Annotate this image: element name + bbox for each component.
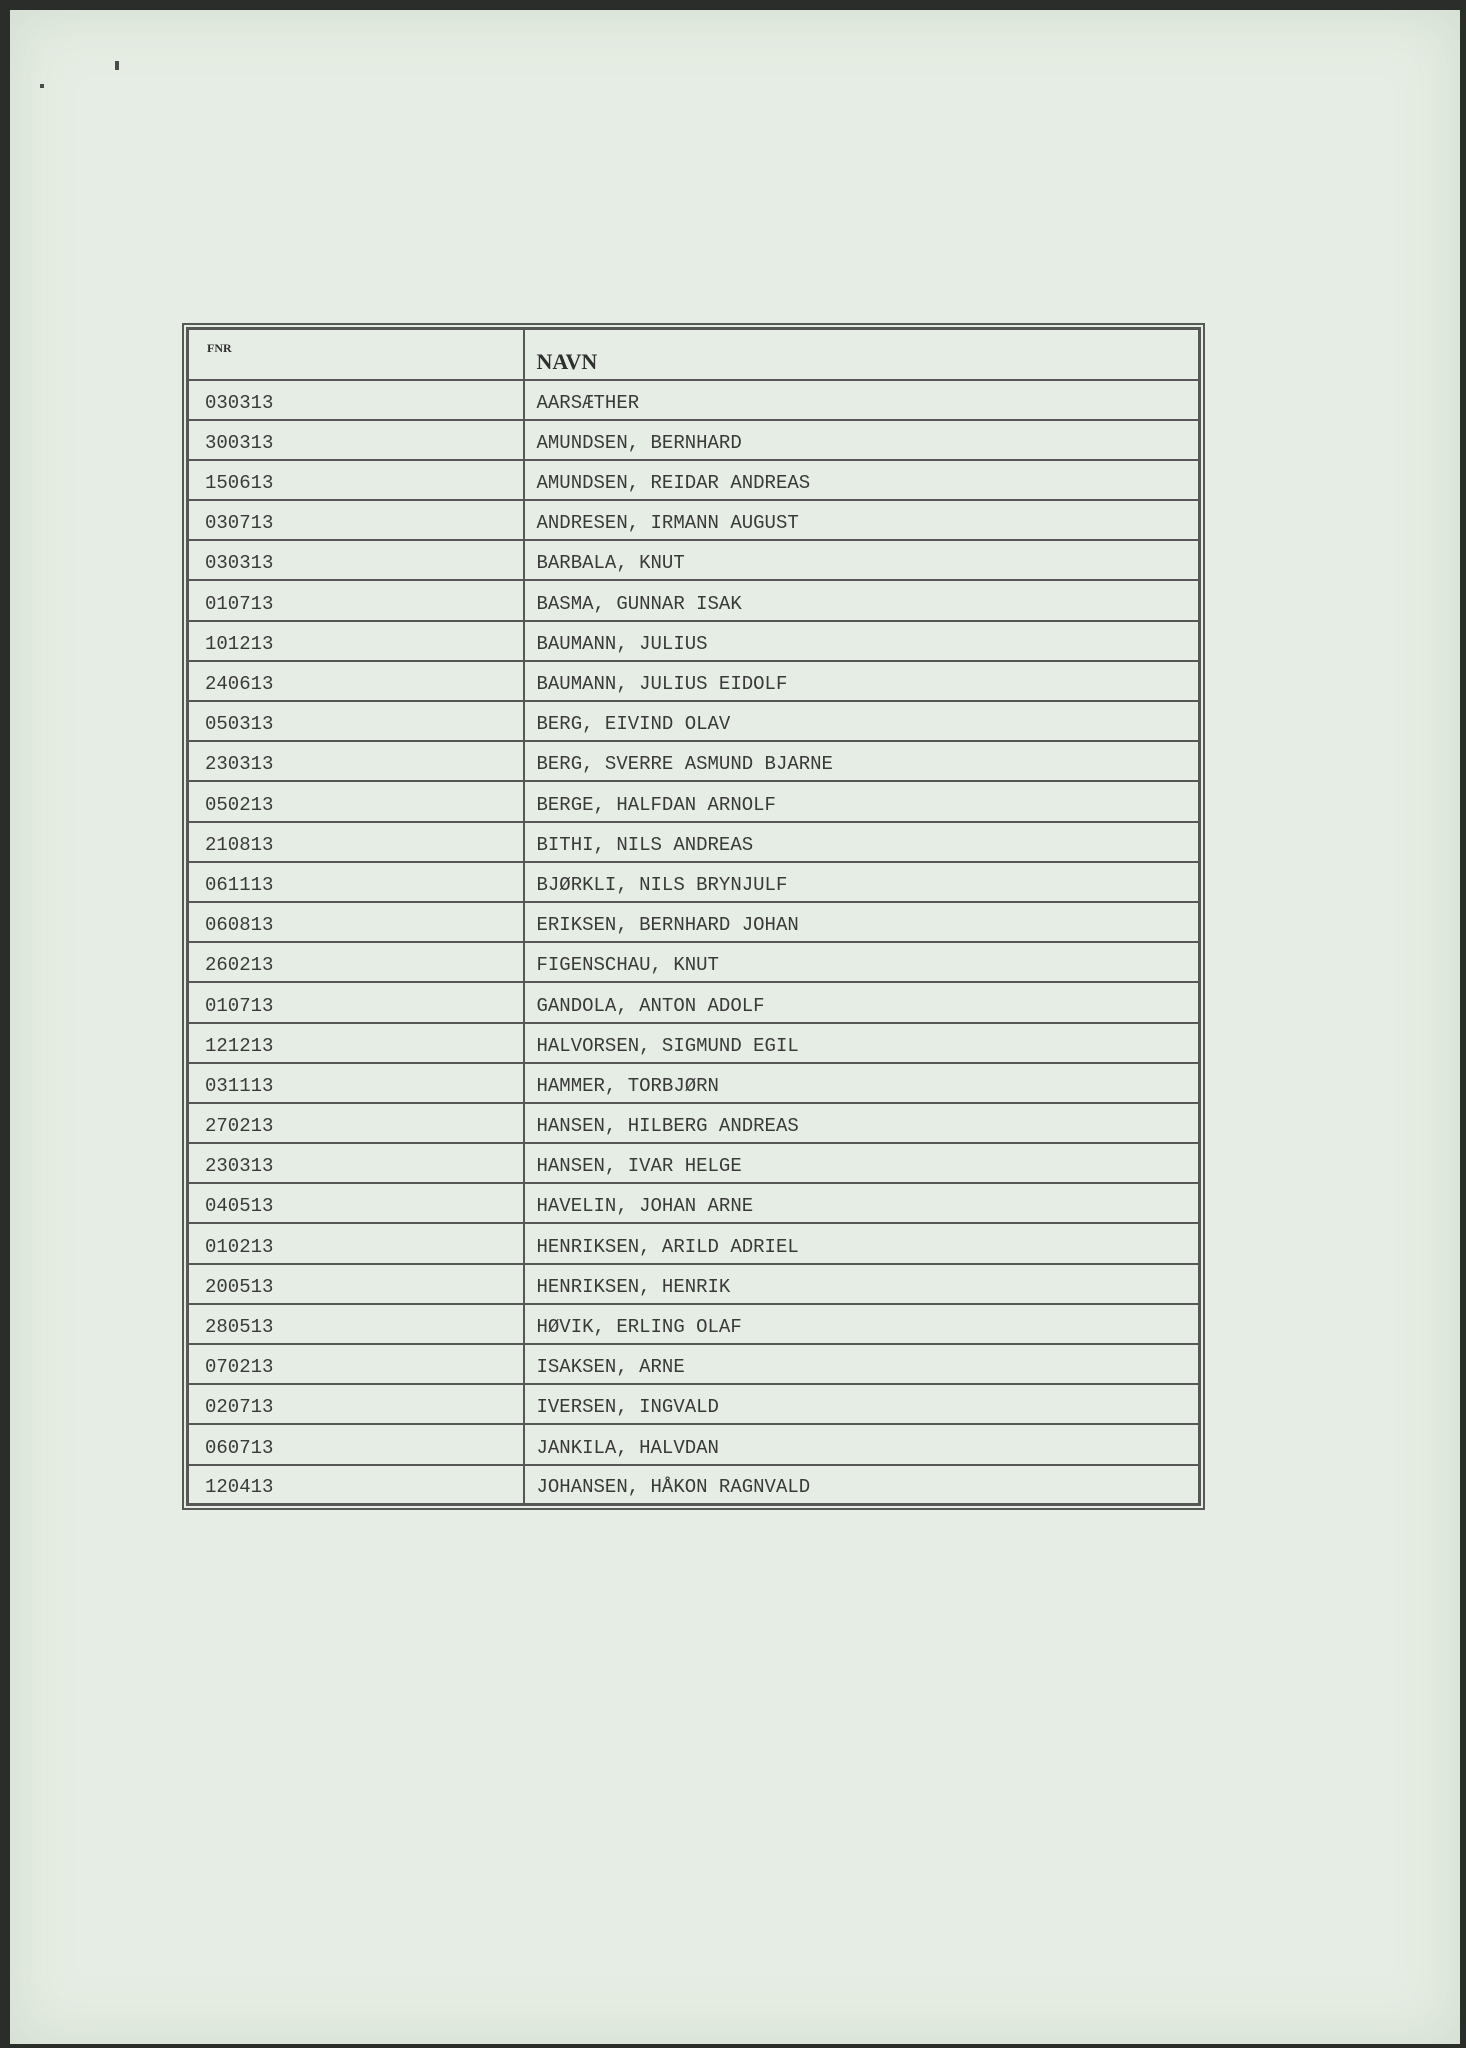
table-row [188,540,1200,580]
navn-cell: GANDOLA, ANTON ADOLF [524,982,1200,1022]
table-row [188,500,1200,540]
fnr-cell: 060813 [188,902,524,942]
navn-cell: HAMMER, TORBJØRN [524,1063,1200,1103]
navn-cell: HALVORSEN, SIGMUND EGIL [524,1023,1200,1063]
fnr-cell: 031113 [188,1063,524,1103]
table-row [188,1103,1200,1143]
fnr-cell: 020713 [188,1384,524,1424]
navn-cell: ISAKSEN, ARNE [524,1344,1200,1384]
fnr-cell: 010713 [188,982,524,1022]
navn-cell: HØVIK, ERLING OLAF [524,1304,1200,1344]
table-row [188,580,1200,620]
fnr-cell: 101213 [188,621,524,661]
navn-cell: BARBALA, KNUT [524,540,1200,580]
header-row [188,329,1200,380]
navn-cell: FIGENSCHAU, KNUT [524,942,1200,982]
fnr-cell: 121213 [188,1023,524,1063]
table-row [188,982,1200,1022]
navn-cell: BERG, SVERRE ASMUND BJARNE [524,741,1200,781]
table-row [188,1143,1200,1183]
navn-cell: HENRIKSEN, HENRIK [524,1264,1200,1304]
fnr-cell: 230313 [188,1143,524,1183]
fnr-cell: 010213 [188,1223,524,1263]
table-row [188,1465,1200,1505]
fnr-cell: 030313 [188,380,524,420]
fnr-cell: 061113 [188,862,524,902]
fnr-cell: 070213 [188,1344,524,1384]
fnr-cell: 060713 [188,1424,524,1464]
fnr-cell: 150613 [188,460,524,500]
fnr-column-header: FNR [188,329,524,380]
navn-cell: AMUNDSEN, BERNHARD [524,420,1200,460]
navn-cell: BERG, EIVIND OLAV [524,701,1200,741]
fnr-cell: 300313 [188,420,524,460]
fnr-cell: 240613 [188,661,524,701]
fnr-cell: 050313 [188,701,524,741]
table-row [188,661,1200,701]
navn-cell: ERIKSEN, BERNHARD JOHAN [524,902,1200,942]
navn-cell: BITHI, NILS ANDREAS [524,822,1200,862]
table-row [188,1264,1200,1304]
navn-cell: HANSEN, HILBERG ANDREAS [524,1103,1200,1143]
fnr-cell: 210813 [188,822,524,862]
table-row [188,1183,1200,1223]
navn-column-header: NAVN [524,329,1200,380]
name-register-table [186,327,1201,1506]
navn-cell: HAVELIN, JOHAN ARNE [524,1183,1200,1223]
fnr-cell: 010713 [188,580,524,620]
table-row [188,1344,1200,1384]
table-row [188,1304,1200,1344]
table-row [188,1424,1200,1464]
fnr-cell: 230313 [188,741,524,781]
navn-cell: ANDRESEN, IRMANN AUGUST [524,500,1200,540]
navn-cell: HANSEN, IVAR HELGE [524,1143,1200,1183]
table-body [188,380,1200,1505]
navn-cell: HENRIKSEN, ARILD ADRIEL [524,1223,1200,1263]
fnr-cell: 050213 [188,781,524,821]
table-row [188,621,1200,661]
table-row [188,902,1200,942]
fnr-cell: 040513 [188,1183,524,1223]
table-row [188,822,1200,862]
table-row [188,741,1200,781]
fnr-cell: 200513 [188,1264,524,1304]
fnr-cell: 270213 [188,1103,524,1143]
fnr-cell: 260213 [188,942,524,982]
table-row [188,380,1200,420]
fnr-cell: 120413 [188,1465,524,1505]
table-row [188,942,1200,982]
navn-cell: AMUNDSEN, REIDAR ANDREAS [524,460,1200,500]
table-row [188,460,1200,500]
table-row [188,781,1200,821]
table-row [188,1023,1200,1063]
fnr-cell: 280513 [188,1304,524,1344]
navn-cell: BAUMANN, JULIUS [524,621,1200,661]
navn-cell: BJØRKLI, NILS BRYNJULF [524,862,1200,902]
navn-cell: JOHANSEN, HÅKON RAGNVALD [524,1465,1200,1505]
navn-cell: AARSÆTHER [524,380,1200,420]
navn-cell: BAUMANN, JULIUS EIDOLF [524,661,1200,701]
navn-cell: BASMA, GUNNAR ISAK [524,580,1200,620]
fnr-cell: 030713 [188,500,524,540]
ink-speck [115,61,119,70]
navn-cell: JANKILA, HALVDAN [524,1424,1200,1464]
table-row [188,1384,1200,1424]
navn-cell: BERGE, HALFDAN ARNOLF [524,781,1200,821]
fnr-cell: 030313 [188,540,524,580]
table-row [188,701,1200,741]
ink-speck [40,84,44,88]
table-row [188,862,1200,902]
table-row [188,420,1200,460]
table-row [188,1223,1200,1263]
table-row [188,1063,1200,1103]
navn-cell: IVERSEN, INGVALD [524,1384,1200,1424]
